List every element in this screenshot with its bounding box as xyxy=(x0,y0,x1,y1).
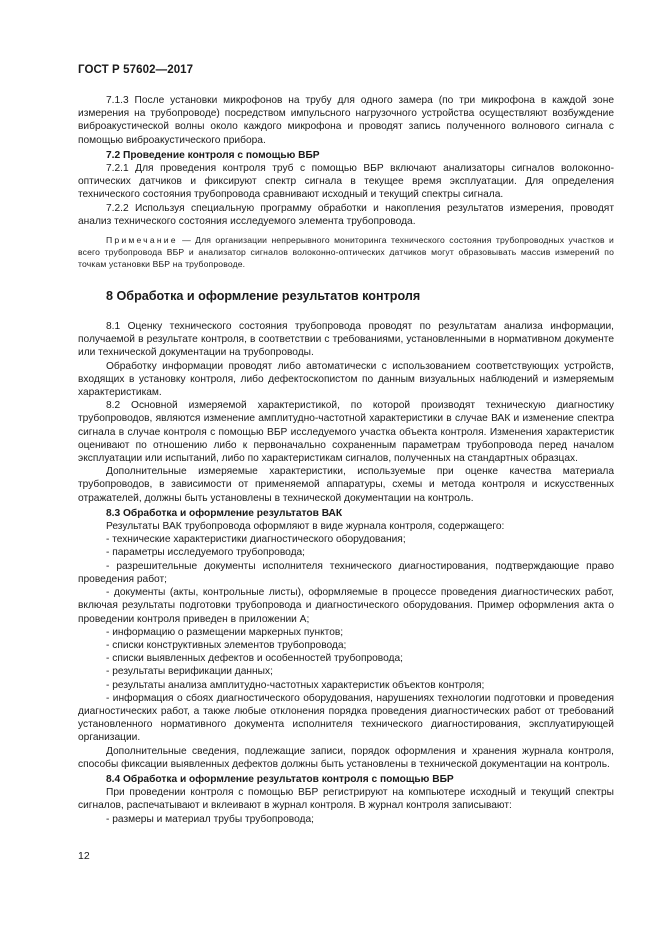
paragraph-7-2-1: 7.2.1 Для проведения контроля труб с помощью ВБР включают анализаторы сигналов волоконно-оптических датчиков и фиксируют спектр сигнала в текущее время эксплуатации. Для определения технического состояния трубопровода сравнивают исходный и текущий спектры сигнала. xyxy=(78,163,614,201)
note-text: — Для организации непрерывного мониторинга технического состояния трубопроводных участков и всего трубопровода ВБР и анализатор сигналов волоконно-оптических датчиков могут образовывать массив измерений по точкам установки ВБР на трубопроводе. xyxy=(78,235,614,270)
section-8-heading: 8 Обработка и оформление результатов контроля xyxy=(106,289,421,304)
list-item: - разрешительные документы исполнителя технического диагностирования, подтверждающие право проведения работ; xyxy=(78,560,614,585)
list-item: - результаты верификации данных; xyxy=(106,666,273,678)
list-8-3 xyxy=(78,533,614,744)
paragraph-8-3-b: Дополнительные сведения, подлежащие записи, порядок оформления и хранения журнала контроля, способы фиксации выявленных дефектов должны быть установлены в технической документации на контроль. xyxy=(78,745,614,770)
paragraph-7-1-3: 7.1.3 После установки микрофонов на трубу для одного замера (по три микрофона в каждой зоне измерения на трубопроводе) посредством импульсного нагрузочного устройства осуществляют возбуждение виброакустической волны около каждого микрофона и проводят запись полученного волнового сигнала с помощью виброакустического прибора. xyxy=(78,95,614,146)
list-8-4 xyxy=(78,813,614,826)
list-item: - документы (акты, контрольные листы), оформляемые в процессе проведения диагностических работ, включая результаты подготовки трубопровода и диагностического оборудования. Пример оформления акта о проведении контроля приведен в приложении А; xyxy=(78,587,614,625)
page-number: 12 xyxy=(78,850,90,862)
paragraph-8-3: Результаты ВАК трубопровода оформляют в виде журнала контроля, содержащего: xyxy=(106,521,505,533)
list-item: - списки конструктивных элементов трубопровода; xyxy=(106,639,347,651)
paragraph-8-4: При проведении контроля с помощью ВБР регистрируют на компьютере исходный и текущий спектры сигналов, распечатывают и вклеивают в журнал контроля. В журнал контроля записывают: xyxy=(78,787,614,812)
paragraph-8-1-b: Обработку информации проводят либо автоматически с использованием соответствующих устройств, входящих в установку контроля, либо дефектоскопистом по данным визуальных наблюдений и измеряемым характеристикам. xyxy=(78,360,614,399)
list-item: - списки выявленных дефектов и особенностей трубопровода; xyxy=(106,653,403,665)
list-item: - результаты анализа амплитудно-частотных характеристик объектов контроля; xyxy=(106,679,485,691)
note-label: Примечание xyxy=(106,235,178,246)
page-content xyxy=(78,94,614,826)
list-item: - информацию о размещении маркерных пунктов; xyxy=(106,626,344,638)
paragraph-8-1: 8.1 Оценку технического состояния трубопровода проводят по результатам анализа информации, получаемой в результате контроля, в соответствии с требованиями, установленными в нормативном документе или технической документации на трубопроводы. xyxy=(78,321,614,359)
list-item: - технические характеристики диагностического оборудования; xyxy=(106,534,406,546)
list-item: - размеры и материал трубы трубопровода; xyxy=(106,813,314,825)
paragraph-8-2-b: Дополнительные измеряемые характеристики, используемые при оценке качества материала трубопроводов, в зависимости от применяемой аппаратуры, схемы и метода контроля и искусственных отражателей, должны быть установлены в технической документации на контроль. xyxy=(78,466,614,504)
document-header: ГОСТ Р 57602—2017 xyxy=(78,64,194,76)
list-item: - информация о сбоях диагностического оборудования, нарушениях технологии подготовки и проведения диагностических работ, а также любые отклонения порядка проведения диагностических работ от требований установленного нормативного документа исполнителя технического диагностирования, эксплуатирующей организации. xyxy=(78,692,614,744)
list-item: - параметры исследуемого трубопровода; xyxy=(106,547,306,559)
paragraph-7-2-2: 7.2.2 Используя специальную программу обработки и накопления результатов измерения, проводят анализ технического состояния исследуемого элемента трубопровода. xyxy=(78,202,614,227)
subsection-7-2-heading: 7.2 Проведение контроля с помощью ВБР xyxy=(106,149,320,161)
subsection-8-4-heading: 8.4 Обработка и оформление результатов контроля с помощью ВБР xyxy=(106,773,454,785)
note xyxy=(78,234,614,270)
paragraph-8-2: 8.2 Основной измеряемой характеристикой, по которой производят техническую диагностику трубопроводов, являются изменение амплитудно-частотной характеристики в случае ВАК и изменение спектра сигнала в случае контроля с помощью ВБР исследуемого участка объекта контроля. Изменения характеристик оценивают по отношению либо к первоначально сохраненным параметрам трубопровода перед началом эксплуатации или испытаний, либо по характеристикам сигналов, полученных на стандартных образцах. xyxy=(78,400,614,465)
subsection-8-3-heading: 8.3 Обработка и оформление результатов ВАК xyxy=(106,507,343,519)
